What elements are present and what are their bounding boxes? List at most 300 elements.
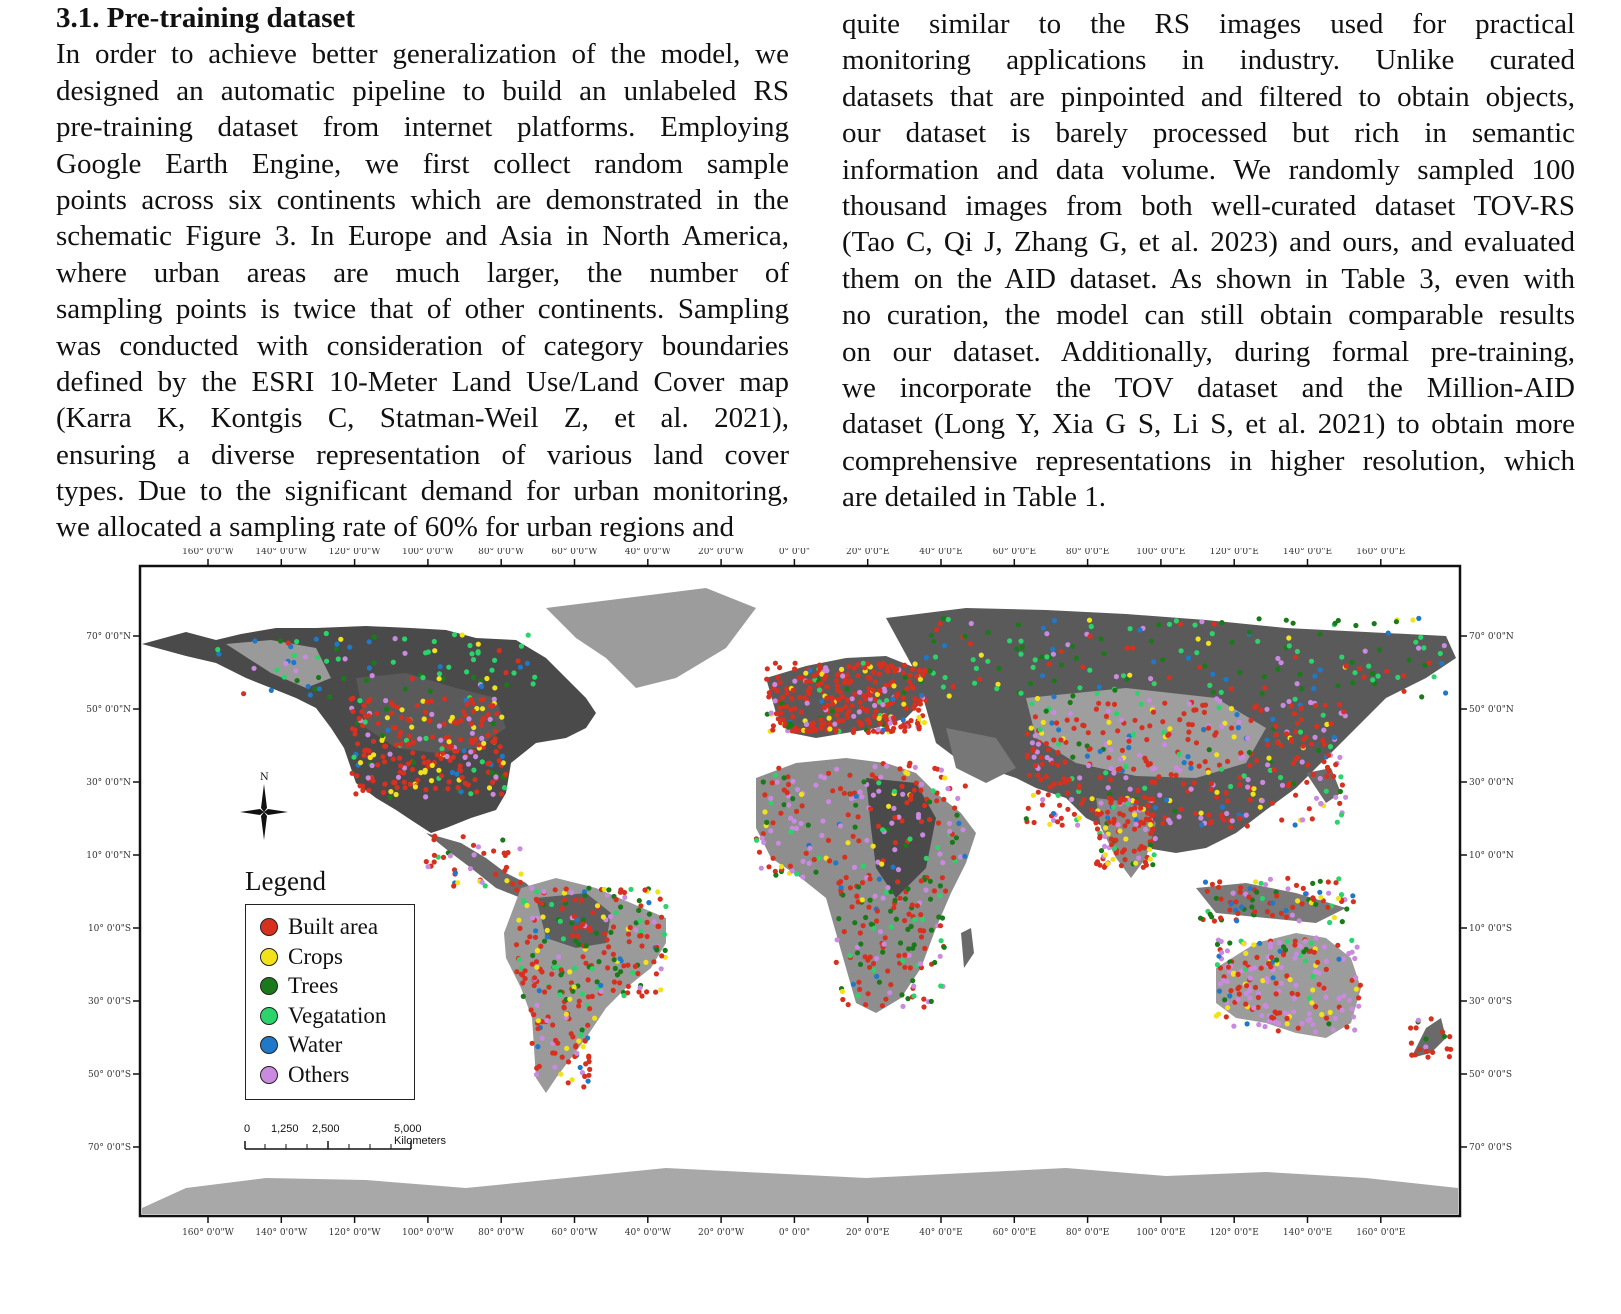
sample-point [316, 675, 321, 680]
sample-point [1144, 737, 1149, 742]
sample-point [1185, 737, 1190, 742]
sample-point [931, 639, 936, 644]
sample-point [1291, 781, 1296, 786]
sample-point [514, 942, 519, 947]
sample-point [503, 772, 508, 777]
sample-point [1104, 714, 1109, 719]
sample-point [1317, 982, 1322, 987]
sample-point [1447, 1034, 1452, 1039]
sample-point [896, 867, 901, 872]
sample-point [885, 702, 890, 707]
sample-point [1264, 707, 1269, 712]
sample-point [1236, 972, 1241, 977]
sample-point [539, 901, 544, 906]
lon-tick-label: 120° 0'0"W [328, 1228, 381, 1238]
sample-point [293, 668, 298, 673]
sample-point [1027, 773, 1032, 778]
sample-point [1106, 720, 1111, 725]
sample-point [1207, 747, 1212, 752]
sample-point [1429, 1016, 1434, 1021]
sample-point [892, 789, 897, 794]
sample-point [835, 683, 840, 688]
sample-point [1376, 674, 1381, 679]
sample-point [773, 698, 778, 703]
sample-point [857, 690, 862, 695]
sample-point [863, 696, 868, 701]
sample-point [1162, 701, 1167, 706]
sample-point [481, 716, 486, 721]
sample-point [905, 927, 910, 932]
sample-point [1111, 805, 1116, 810]
sample-point [1314, 796, 1319, 801]
sample-point [881, 896, 886, 901]
sample-point [387, 795, 392, 800]
sample-point [1275, 656, 1280, 661]
sample-point [868, 806, 873, 811]
sample-point [996, 666, 1001, 671]
sample-point [1203, 880, 1208, 885]
sample-point [447, 739, 452, 744]
sample-point [779, 864, 784, 869]
sample-point [1088, 634, 1093, 639]
sample-point [1093, 820, 1098, 825]
sample-point [362, 703, 367, 708]
sample-point [1337, 996, 1342, 1001]
sample-point [895, 879, 900, 884]
sample-point [1054, 720, 1059, 725]
sample-point [1109, 766, 1114, 771]
sample-point [1310, 974, 1315, 979]
sample-point [359, 709, 364, 714]
sample-point [1421, 645, 1426, 650]
sample-point [445, 786, 450, 791]
sample-point [295, 678, 300, 683]
sample-point [662, 932, 667, 937]
sample-point [470, 731, 475, 736]
sample-point [1253, 879, 1258, 884]
sample-point [861, 661, 866, 666]
lon-tick-label: 160° 0'0"E [1356, 548, 1406, 557]
sample-point [423, 736, 428, 741]
sample-point [1295, 898, 1300, 903]
sample-point [611, 988, 616, 993]
sample-point [423, 794, 428, 799]
sample-point [790, 779, 795, 784]
sample-point [1051, 811, 1056, 816]
sample-point [590, 966, 595, 971]
sample-point [402, 636, 407, 641]
sample-point [1313, 969, 1318, 974]
sample-point [1344, 1024, 1349, 1029]
sample-point [1394, 619, 1399, 624]
sample-point [502, 785, 507, 790]
sample-point [801, 859, 806, 864]
sample-point [986, 630, 991, 635]
sample-point [1098, 800, 1103, 805]
sample-point [383, 698, 388, 703]
sample-point [1156, 774, 1161, 779]
sample-point [922, 720, 927, 725]
sample-point [628, 925, 633, 930]
sample-point [1067, 777, 1072, 782]
sample-point [1030, 740, 1035, 745]
sample-point [367, 665, 372, 670]
sample-point [888, 982, 893, 987]
sample-point [1377, 647, 1382, 652]
sample-point [601, 914, 606, 919]
sample-point [432, 853, 437, 858]
sample-point [1206, 770, 1211, 775]
sample-point [1186, 730, 1191, 735]
sample-point [505, 850, 510, 855]
sample-point [415, 778, 420, 783]
sample-point [291, 660, 296, 665]
sample-point [1352, 670, 1357, 675]
sample-point [402, 651, 407, 656]
sample-point [1123, 836, 1128, 841]
sample-point [1241, 755, 1246, 760]
sample-point [776, 766, 781, 771]
sample-point [454, 772, 459, 777]
sample-point [1335, 820, 1340, 825]
sample-point [274, 667, 279, 672]
sample-point [540, 1036, 545, 1041]
sample-point [1018, 652, 1023, 657]
sample-point [459, 789, 464, 794]
sample-point [1310, 881, 1315, 886]
left-paragraph-line: was conducted with consideration of category boundaries [56, 329, 789, 362]
sample-point [1139, 725, 1144, 730]
sample-point [562, 897, 567, 902]
sample-point [1303, 939, 1308, 944]
sample-point [938, 923, 943, 928]
sample-point [934, 627, 939, 632]
sample-point [866, 686, 871, 691]
sample-point [842, 929, 847, 934]
sample-point [863, 915, 868, 920]
lon-tick-label: 100° 0'0"W [401, 1228, 454, 1238]
sample-point [437, 676, 442, 681]
sample-point [941, 684, 946, 689]
sample-point [915, 721, 920, 726]
sample-point [1166, 818, 1171, 823]
sample-point [861, 923, 866, 928]
sample-point [1167, 726, 1172, 731]
sample-point [1188, 766, 1193, 771]
sample-point [878, 721, 883, 726]
sample-point [1052, 678, 1057, 683]
sample-point [866, 905, 871, 910]
sample-point [1218, 896, 1223, 901]
sample-point [898, 940, 903, 945]
sample-point [590, 994, 595, 999]
sample-point [921, 997, 926, 1002]
right-paragraph-line: no curation, the model can still obtain comparable results [842, 299, 1575, 332]
sample-point [913, 765, 918, 770]
sample-point [1128, 626, 1133, 631]
sample-point [1068, 711, 1073, 716]
sample-point [1333, 621, 1338, 626]
right-paragraph-line: dataset (Long Y, Xia G S, Li S, et al. 2021) to obtain more [842, 408, 1575, 441]
sample-point [497, 648, 502, 653]
sample-point [479, 736, 484, 741]
sample-point [793, 661, 798, 666]
sample-point [349, 697, 354, 702]
sample-point [1079, 801, 1084, 806]
sample-point [1077, 775, 1082, 780]
sample-point [540, 914, 545, 919]
lat-tick-label: 70° 0'0"N [86, 632, 131, 642]
sample-point [864, 838, 869, 843]
sample-point [442, 696, 447, 701]
sample-point [586, 1079, 591, 1084]
sample-point [1227, 940, 1232, 945]
sample-point [499, 715, 504, 720]
sample-point [448, 853, 453, 858]
sample-point [913, 696, 918, 701]
lon-tick-label: 120° 0'0"E [1209, 1228, 1259, 1238]
sample-point [880, 827, 885, 832]
sample-point [622, 895, 627, 900]
sample-point [464, 698, 469, 703]
sample-point [839, 707, 844, 712]
sample-point [1044, 741, 1049, 746]
sample-point [471, 740, 476, 745]
sample-point [1336, 896, 1341, 901]
sample-point [824, 696, 829, 701]
sample-point [1136, 855, 1141, 860]
sample-point [577, 999, 582, 1004]
sample-point [910, 978, 915, 983]
right-column [842, 6, 1575, 515]
sample-point [476, 642, 481, 647]
sample-point [812, 673, 817, 678]
sample-point [1095, 859, 1100, 864]
sample-point [438, 664, 443, 669]
left-paragraph-line: sampling points is twice that of other continents. Sampling [56, 293, 789, 326]
sample-point [877, 716, 882, 721]
sample-point [1229, 901, 1234, 906]
sample-point [786, 782, 791, 787]
sample-point [1298, 944, 1303, 949]
sample-point [1046, 792, 1051, 797]
sample-point [1061, 776, 1066, 781]
sample-point [829, 695, 834, 700]
sample-point [1279, 911, 1284, 916]
sample-point [905, 996, 910, 1001]
sample-point [874, 974, 879, 979]
sample-point [336, 656, 341, 661]
sample-point [1044, 774, 1049, 779]
sample-point [1284, 914, 1289, 919]
sample-point [423, 710, 428, 715]
sample-point [525, 661, 530, 666]
sample-point [587, 1067, 592, 1072]
sample-point [1423, 1044, 1428, 1049]
sample-point [1038, 777, 1043, 782]
sample-point [1120, 748, 1125, 753]
sample-point [866, 730, 871, 735]
sample-point [564, 1046, 569, 1051]
sample-point [1107, 740, 1112, 745]
sample-point [658, 987, 663, 992]
sample-point [1352, 956, 1357, 961]
sample-point [806, 691, 811, 696]
sample-point [621, 993, 626, 998]
sample-point [393, 636, 398, 641]
sample-point [845, 715, 850, 720]
sample-point [474, 789, 479, 794]
sample-point [1020, 645, 1025, 650]
sample-point [455, 880, 460, 885]
sample-point [960, 827, 965, 832]
sample-point [549, 972, 554, 977]
sample-point [776, 841, 781, 846]
right-paragraph [842, 6, 1575, 515]
sample-point [952, 805, 957, 810]
sample-point [844, 875, 849, 880]
sample-point [840, 718, 845, 723]
sample-point [437, 671, 442, 676]
sample-point [882, 689, 887, 694]
sample-point [480, 706, 485, 711]
sample-point [642, 887, 647, 892]
sample-point [1244, 991, 1249, 996]
sample-point [1256, 995, 1261, 1000]
sample-point [1414, 1025, 1419, 1030]
sample-point [813, 783, 818, 788]
sample-point [399, 707, 404, 712]
sample-point [384, 707, 389, 712]
sample-point [286, 640, 291, 645]
sample-point [950, 840, 955, 845]
sample-point [1119, 717, 1124, 722]
sample-point [303, 654, 308, 659]
sample-point [813, 870, 818, 875]
lon-tick-label: 100° 0'0"W [401, 548, 454, 557]
sample-point [1247, 995, 1252, 1000]
sample-point [804, 851, 809, 856]
sample-point [1260, 691, 1265, 696]
sample-point [761, 831, 766, 836]
sample-point [1007, 638, 1012, 643]
sample-point [514, 887, 519, 892]
sample-point [1186, 655, 1191, 660]
legend-item [260, 943, 343, 971]
sample-point [770, 820, 775, 825]
sample-point [1130, 645, 1135, 650]
sample-point [1152, 780, 1157, 785]
sample-point [663, 948, 668, 953]
sample-point [1314, 724, 1319, 729]
sample-point [789, 696, 794, 701]
sample-point [587, 925, 592, 930]
sample-point [853, 825, 858, 830]
sample-point [1291, 761, 1296, 766]
sample-point [491, 848, 496, 853]
right-paragraph-line: thousand images from both well-curated dataset TOV-RS [842, 189, 1575, 222]
sample-point [1238, 816, 1243, 821]
sample-point [934, 798, 939, 803]
sample-point [1131, 732, 1136, 737]
sample-point [1086, 730, 1091, 735]
sample-point [805, 701, 810, 706]
sample-point [604, 937, 609, 942]
sample-point [840, 997, 845, 1002]
sample-point [398, 742, 403, 747]
sample-point [582, 1074, 587, 1079]
sample-point [933, 654, 938, 659]
sample-point [1032, 755, 1037, 760]
sample-point [358, 760, 363, 765]
sample-point [872, 764, 877, 769]
sample-point [1214, 790, 1219, 795]
sample-point [538, 944, 543, 949]
sample-point [559, 967, 564, 972]
sample-point [1219, 620, 1224, 625]
sample-point [924, 856, 929, 861]
sample-point [439, 746, 444, 751]
sample-point [1333, 795, 1338, 800]
sample-point [549, 902, 554, 907]
sample-point [1074, 717, 1079, 722]
sample-point [1041, 626, 1046, 631]
sample-point [884, 890, 889, 895]
sample-point [1243, 951, 1248, 956]
sample-point [480, 697, 485, 702]
right-paragraph-line: (Tao C, Qi J, Zhang G, et al. 2023) and ours, and evaluated [842, 226, 1575, 259]
sample-point [772, 682, 777, 687]
sample-point [994, 686, 999, 691]
sample-point [413, 784, 418, 789]
sample-point [938, 621, 943, 626]
sample-point [395, 705, 400, 710]
sample-point [840, 892, 845, 897]
sample-point [826, 838, 831, 843]
sample-point [401, 770, 406, 775]
scale-label-2500: 2,500 [312, 1123, 340, 1135]
sample-point [1310, 816, 1315, 821]
sample-point [421, 755, 426, 760]
sample-point [371, 778, 376, 783]
sample-point [487, 785, 492, 790]
sample-point [1040, 797, 1045, 802]
sample-point [1269, 955, 1274, 960]
sample-point [394, 792, 399, 797]
sample-point [962, 634, 967, 639]
sample-point [441, 721, 446, 726]
sample-point [334, 646, 339, 651]
sample-point [467, 643, 472, 648]
left-paragraph-line: In order to achieve better generalization of the model, we [56, 38, 789, 71]
sample-point [1157, 793, 1162, 798]
sample-point [1317, 632, 1322, 637]
sample-point [859, 794, 864, 799]
lat-tick-label: 10° 0'0"N [86, 851, 131, 861]
sample-point [899, 818, 904, 823]
sample-point [1198, 916, 1203, 921]
legend-item [260, 1031, 342, 1059]
sample-point [1287, 643, 1292, 648]
sample-point [1099, 848, 1104, 853]
sample-point [768, 796, 773, 801]
sample-point [500, 837, 505, 842]
sample-point [606, 944, 611, 949]
sample-point [834, 767, 839, 772]
sample-point [1103, 825, 1108, 830]
sample-point [546, 985, 551, 990]
sample-point [432, 648, 437, 653]
